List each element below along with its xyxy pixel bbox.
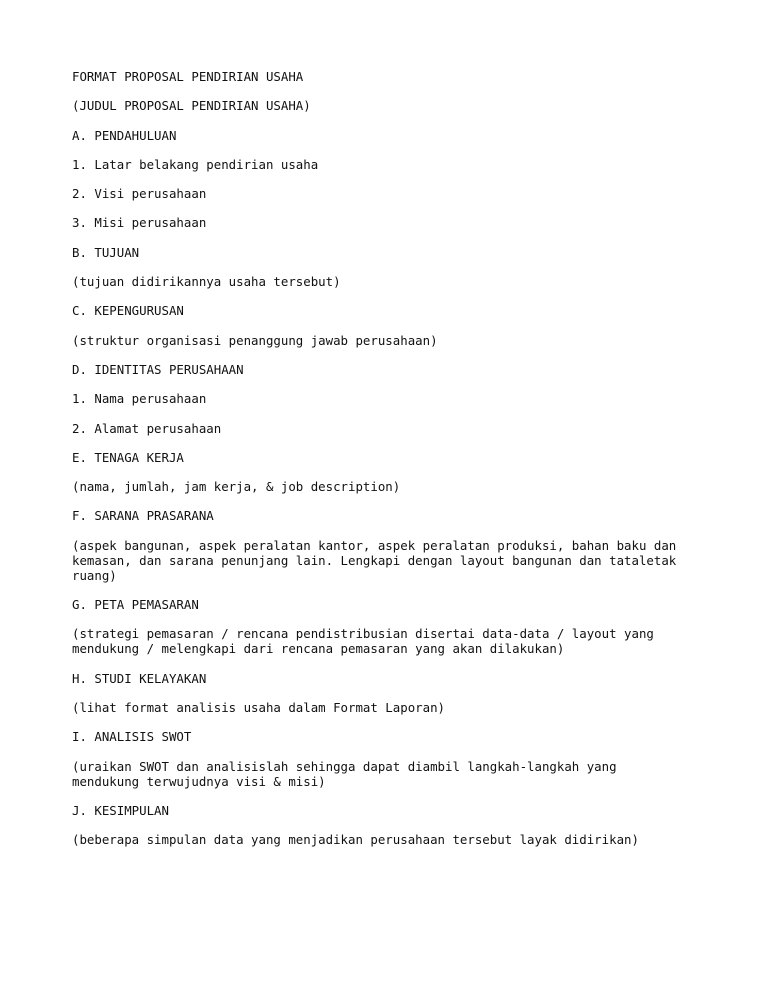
section-heading-sarana: F. SARANA PRASARANA: [72, 508, 214, 524]
section-note-sarana: (aspek bangunan, aspek peralatan kantor, aspek peralatan produksi, bahan baku dan kemasan, dan sarana penunjang lain. Lengkapi dengan layout bangunan dan tataletak ruang): [72, 537, 677, 583]
document-page: [72, 69, 732, 861]
section-heading-tenaga-kerja: E. TENAGA KERJA: [72, 449, 184, 465]
section-heading-pendahuluan: A. PENDAHULUAN: [72, 127, 177, 143]
section-heading-kepengurusan: C. KEPENGURUSAN: [72, 303, 184, 319]
section-heading-identitas: D. IDENTITAS PERUSAHAAN: [72, 361, 244, 377]
section-note-swot: (uraikan SWOT dan analisislah sehingga dapat diambil langkah-langkah yang mendukung terwujudnya visi & misi): [72, 758, 617, 789]
section-note-pemasaran: (strategi pemasaran / rencana pendistribusian disertai data-data / layout yang mendukung / melengkapi dari rencana pemasaran yang akan dilakukan): [72, 626, 654, 657]
list-item-misi: 3. Misi perusahaan: [72, 215, 207, 231]
proposal-title-placeholder: (JUDUL PROPOSAL PENDIRIAN USAHA): [72, 98, 311, 114]
list-item-latar-belakang: 1. Latar belakang pendirian usaha: [72, 156, 319, 172]
section-note-tenaga-kerja: (nama, jumlah, jam kerja, & job description): [72, 479, 401, 495]
list-item-visi: 2. Visi perusahaan: [72, 186, 207, 202]
section-note-kepengurusan: (struktur organisasi penanggung jawab perusahaan): [72, 332, 438, 348]
section-heading-swot: I. ANALISIS SWOT: [72, 729, 192, 745]
list-item-alamat-perusahaan: 2. Alamat perusahaan: [72, 420, 222, 436]
section-heading-kesimpulan: J. KESIMPULAN: [72, 802, 169, 818]
section-note-studi-kelayakan: (lihat format analisis usaha dalam Format Laporan): [72, 699, 445, 715]
section-heading-studi-kelayakan: H. STUDI KELAYAKAN: [72, 670, 207, 686]
list-item-nama-perusahaan: 1. Nama perusahaan: [72, 391, 207, 407]
section-note-kesimpulan: (beberapa simpulan data yang menjadikan perusahaan tersebut layak didirikan): [72, 832, 639, 848]
section-note-tujuan: (tujuan didirikannya usaha tersebut): [72, 274, 341, 290]
section-heading-pemasaran: G. PETA PEMASARAN: [72, 597, 199, 613]
document-title: FORMAT PROPOSAL PENDIRIAN USAHA: [72, 69, 304, 84]
section-heading-tujuan: B. TUJUAN: [72, 244, 140, 260]
